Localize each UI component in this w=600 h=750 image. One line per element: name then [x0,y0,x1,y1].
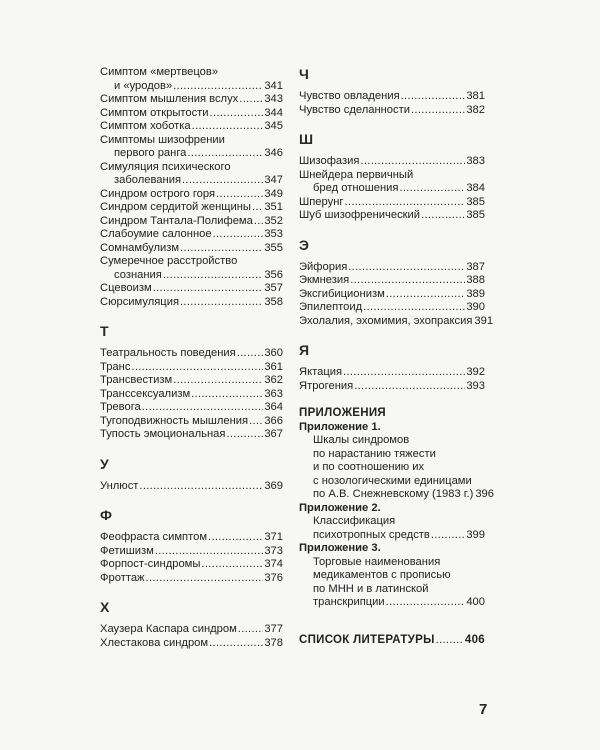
entry-text: Тупость эмоциональная [100,428,226,440]
section-gap [100,493,283,507]
entry-line [100,282,283,296]
entry-text: Шкалы синдромов [313,434,410,446]
entry-line [299,448,485,462]
entry-line [100,637,283,651]
entry-text: Шперунг [299,195,344,208]
leader-dots [431,529,465,543]
leader-dots [209,637,263,651]
leader-dots [210,107,264,121]
section-letter: Э [299,236,309,253]
entry-line [299,314,494,329]
leader-dots [163,269,263,283]
entry-page: 364 [264,401,283,413]
leader-dots [401,90,466,104]
section-letter: Ф [100,507,112,523]
index-entry[interactable] [299,366,485,380]
entry-page: 357 [264,282,283,294]
entry-text: заболевания [114,174,182,186]
entry-line [100,107,283,121]
entry-line [299,556,485,570]
entry-page: 361 [264,360,283,373]
entry-line [100,255,283,269]
entry-text: Классификация [313,515,396,527]
entry-text: Синдром сердитой женщины [100,201,251,213]
entry-page: 392 [466,366,485,378]
entry-text: Симптомы шизофрении [100,133,225,146]
index-entry[interactable] [100,201,283,215]
leader-dots [187,147,263,161]
entry-text: транскрипции [313,596,385,608]
leader-dots [436,634,464,648]
letter-section [100,507,283,585]
section-letter: У [100,455,109,472]
index-entry[interactable] [100,66,283,93]
leader-dots [201,558,263,572]
entry-text: Фроттаж [100,571,145,584]
leader-dots [238,623,264,637]
leader-dots [350,274,465,288]
entry-text: медикаментов с прописью [313,569,451,581]
bibliography-label: СПИСОК ЛИТЕРАТУРЫ [299,633,435,646]
appendix-label: Приложение 2. [299,501,381,514]
entry-line [100,174,283,188]
section-gap [100,585,283,599]
entry-line [100,120,283,134]
entry-page: 400 [466,596,485,608]
index-entry[interactable] [299,169,485,196]
entry-line [100,134,283,148]
letter-section [299,236,494,329]
entry-line [100,215,283,229]
leader-dots [421,209,465,223]
entry-text: бред отношения [313,182,399,194]
entry-text: Шизофазия [299,155,360,167]
index-entry[interactable] [100,242,283,256]
leader-dots [344,196,465,210]
entry-line [100,242,283,256]
index-entry[interactable] [100,347,283,361]
page-number: 7 [479,701,488,718]
entry-text: Фетишизм [100,544,154,557]
entry-line [100,80,283,94]
leader-dots [142,401,264,415]
section-gap [299,223,485,237]
top-entries [100,66,283,309]
entry-page: 377 [264,623,283,635]
entry-text: по МНН и в латинской [313,582,429,595]
bibliography-page: 406 [464,633,485,646]
entry-text: Тугоподвижность мышления [100,414,249,427]
entry-line [100,623,283,637]
entry-line [299,596,485,610]
index-entry[interactable] [100,545,283,559]
entry-page: 385 [466,209,485,221]
entry-line [100,147,283,161]
index-entry[interactable] [100,480,283,494]
leader-dots [192,120,264,134]
entry-page: 393 [466,379,485,392]
index-entry[interactable] [100,637,283,651]
entry-text: Синдром острого горя [100,187,216,200]
entry-text: Сюрсимуляция [100,295,180,308]
section-gap [299,328,485,342]
entry-line [100,66,283,80]
entry-line [100,572,283,586]
entry-page: 363 [264,387,283,400]
entry-line [299,301,485,315]
leader-dots [399,182,465,196]
letter-section [100,456,283,494]
entry-text: Сумеречное расстройство [100,255,238,267]
entry-text: Хаузера Каспара синдром [100,623,237,635]
entry-text: Экмнезия [299,274,350,286]
entry-text: Слабоумие салонное [100,228,212,240]
index-entry[interactable] [100,255,283,282]
leader-dots [146,572,264,586]
index-entry[interactable] [299,301,485,315]
entry-page: 352 [264,214,283,227]
entry-text: Транссексуализм [100,387,191,400]
index-entry[interactable] [100,623,283,637]
leader-dots [155,545,264,559]
entry-line [100,347,283,361]
leader-dots [354,380,465,394]
section-gap [100,309,283,323]
letter-section [299,66,485,117]
entry-page: 378 [264,636,283,649]
index-entry[interactable] [100,374,283,388]
entry-text: Театральность поведения [100,347,236,359]
index-entry[interactable] [100,531,283,545]
leader-dots [237,347,264,361]
bibliography-entry[interactable] [299,634,485,648]
entry-page: 388 [466,274,485,286]
entry-text: по А.В. Снежневскому (1983 г.) [313,488,474,500]
letter-section [100,599,283,650]
entry-text: Эйфория [299,260,348,273]
index-entry[interactable] [100,428,283,442]
entry-line [299,155,485,169]
section-letter: Т [100,323,109,339]
entry-text: Феофраста симптом [100,531,208,543]
entry-page: 353 [264,228,283,240]
entry-line [299,90,485,104]
entry-line [299,261,485,275]
left-sections [100,309,283,650]
index-entry[interactable] [100,228,283,242]
entry-text: Шуб шизофренический [299,209,421,221]
leader-dots [249,415,263,429]
entry-page: 346 [264,147,283,159]
leader-dots [180,296,263,310]
entry-line [100,296,283,310]
right-column [299,66,494,647]
entry-text: Сомнамбулизм [100,241,180,254]
entry-text: Шнейдера первичный [299,168,414,181]
leader-dots [180,242,263,256]
leader-dots [139,480,263,494]
entry-line [100,531,283,545]
entry-line [299,169,485,183]
index-entry[interactable] [299,274,485,288]
appendix-entry[interactable] [299,515,485,542]
index-entry[interactable] [100,296,283,310]
right-sections [299,66,494,393]
entry-page: 343 [264,93,283,105]
appendix-entry[interactable] [299,556,485,610]
entry-text: Тревога [100,401,141,413]
entry-line [299,274,485,288]
entry-page: 355 [264,241,283,254]
appendix-entry[interactable] [299,434,494,502]
entry-line [299,104,485,118]
entry-text: Симптом «мертвецов» [100,66,219,78]
letter-section [299,342,485,393]
entry-page: 385 [466,195,485,208]
leader-dots [360,155,465,169]
entry-text: первого ранга [114,147,187,159]
entry-text: Эхолалия, эхомимия, эхопраксия [299,314,473,327]
entry-text: Ятрогения [299,379,354,392]
leader-dots [216,188,263,202]
entry-line [100,93,283,107]
entry-text: Трансвестизм [100,374,173,386]
appendices [299,407,494,610]
index-entry[interactable] [100,107,283,121]
entry-line [299,288,485,302]
entry-page: 382 [466,103,485,116]
leader-dots [254,215,263,229]
entry-text: Хлестакова синдром [100,636,209,649]
entry-line [100,374,283,388]
entry-line [299,434,485,448]
leader-dots [173,80,263,94]
section-letter: Я [299,342,310,358]
index-entry[interactable] [100,215,283,229]
entry-text: сознания [114,268,162,281]
leader-dots [173,374,263,388]
entry-text: Торговые наименования [313,555,441,568]
entry-page: 391 [474,314,494,327]
entry-line [299,488,494,502]
index-entry[interactable] [100,361,283,375]
entry-line [100,161,283,175]
entry-page: 371 [264,531,283,543]
index-entry[interactable] [100,282,283,296]
entry-text: Симптом хоботка [100,120,191,132]
entry-line [100,388,283,402]
index-entry[interactable] [100,188,283,202]
section-letter: Х [100,599,110,615]
entry-text: психотропных средств [313,528,430,541]
entry-page: 396 [475,488,494,500]
leader-dots [348,261,465,275]
entry-page: 389 [466,287,485,300]
entry-line [299,475,485,489]
entry-line [100,480,283,494]
entry-line [299,529,485,543]
leader-dots [213,228,264,242]
entry-text: Форпост-синдромы [100,558,201,570]
leader-dots [363,301,465,315]
entry-text: Симптом мышления вслух [100,93,239,105]
entry-line [100,428,283,442]
leader-dots [239,93,263,107]
section-letter: Ш [299,131,314,147]
letter-section [100,323,283,442]
entry-page: 390 [466,301,485,313]
index-entry[interactable] [299,288,485,302]
entry-page: 345 [264,120,283,132]
index-entry[interactable] [100,134,283,161]
entry-line [299,209,485,223]
entry-text: и по соотношению их [313,461,425,473]
index-entry[interactable] [100,388,283,402]
leader-dots [386,288,466,302]
entry-text: и «уродов» [114,79,173,92]
entry-page: 358 [264,295,283,308]
entry-line [100,401,283,415]
entry-line [299,380,485,394]
index-entry[interactable] [100,161,283,188]
index-entry[interactable] [299,209,485,223]
entry-page: 351 [264,201,283,213]
index-entry[interactable] [100,93,283,107]
entry-line [100,201,283,215]
entry-page: 367 [264,428,283,440]
index-entry[interactable] [299,155,485,169]
index-entry[interactable] [299,104,485,118]
entry-text: Симптом открытости [100,106,209,119]
entry-line [299,182,485,196]
appendices-title: ПРИЛОЖЕНИЯ [299,407,386,419]
leader-dots [208,531,263,545]
entry-page: 387 [466,260,485,273]
index-entry[interactable] [100,572,283,586]
index-entry[interactable] [100,558,283,572]
entry-line [100,558,283,572]
entry-text: Симуляция психического [100,160,231,173]
index-entry[interactable] [299,196,485,210]
entry-page: 366 [264,414,283,427]
index-entry[interactable] [100,120,283,134]
entry-text: Эксгибиционизм [299,287,385,300]
entry-line [100,188,283,202]
index-entry[interactable] [100,401,283,415]
entry-page: 373 [264,544,283,557]
section-gap [100,442,283,456]
leader-dots [153,282,264,296]
leader-dots [131,361,263,375]
entry-text: Синдром Тантала-Полифема [100,214,253,227]
entry-text: с нозологическими единицами [313,474,472,487]
entry-line [299,196,485,210]
leader-dots [191,388,263,402]
entry-text: Яктация [299,366,343,378]
leader-dots [386,596,466,610]
letter-section [299,131,485,223]
entry-line [299,569,485,583]
leader-dots [182,174,263,188]
leader-dots [226,428,263,442]
entry-line [100,545,283,559]
entry-line [299,583,485,597]
entry-text: Унлюст [100,479,139,492]
entry-line [100,361,283,375]
entry-page: 381 [466,90,485,102]
entry-text: по нарастанию тяжести [313,447,436,460]
entry-line [100,415,283,429]
entry-text: Эпилептоид [299,301,363,313]
entry-text: Чувство сделанности [299,103,411,116]
section-gap [299,117,485,131]
entry-page: 376 [264,571,283,584]
index-entry[interactable] [100,415,283,429]
entry-page: 347 [264,174,283,186]
entry-line [299,461,485,475]
entry-text: Чувство овладения [299,90,400,102]
entry-page: 360 [264,347,283,359]
index-entry[interactable] [299,261,485,275]
left-column [100,66,283,650]
entry-page: 369 [264,479,283,492]
entry-line [299,366,485,380]
entry-text: Транс [100,360,131,373]
index-entry[interactable] [299,380,485,394]
leader-dots [252,201,263,215]
section-letter: Ч [299,66,309,82]
entry-text: Сцевоизм [100,282,152,294]
index-entry[interactable] [299,314,494,329]
entry-page: 349 [264,187,283,200]
entry-line [299,515,485,529]
entry-page: 362 [264,374,283,386]
leader-dots [343,366,465,380]
entry-line [100,228,283,242]
entry-page: 383 [466,155,485,167]
entry-page: 356 [264,268,283,281]
appendix-label: Приложение 1. [299,420,381,433]
index-entry[interactable] [299,90,485,104]
entry-line [100,269,283,283]
leader-dots [411,104,465,118]
entry-page: 399 [466,528,485,541]
entry-page: 344 [264,106,283,119]
entry-page: 384 [466,182,485,194]
entry-page: 341 [264,79,283,92]
appendix-label: Приложение 3. [299,542,381,554]
entry-page: 374 [264,558,283,570]
